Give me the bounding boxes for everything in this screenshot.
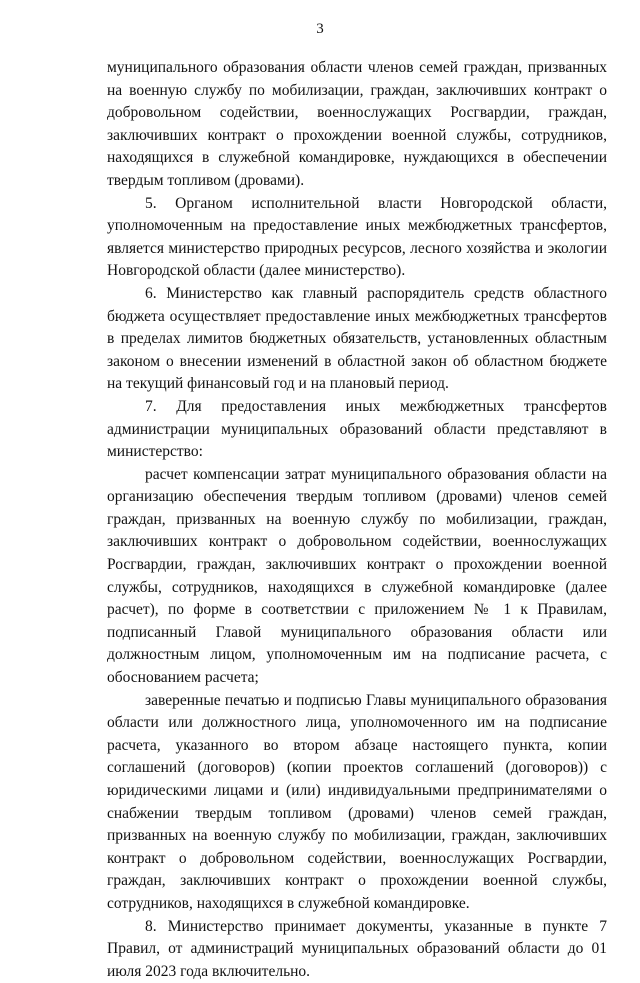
paragraph-item-8: 8. Министерство принимает документы, указанные в пункте 7 Правил, от администраций муниципальных образований области до 01 июля 2023 года включительно. <box>107 917 607 980</box>
paragraph-calculation: расчет компенсации затрат муниципального образования области на организацию обеспечения твердым топливом (дровами) членов семей граждан, призванных на военную службу по мобилизации, граждан, заключивших контракт о добровольном содействии, военнослужащих Росгвардии, граждан, заключивших контракт о прохождении военной службы, сотрудников, находящихся в служебной командировке (далее расчет), по форме в соответствии с приложением № 1 к Правилам, подписанный Главой муниципального образования области или должностным лицом, уполномоченным им на подписание расчета, с обоснованием расчета; <box>107 465 607 687</box>
page-number: 3 <box>316 21 324 37</box>
document-body <box>107 57 607 983</box>
paragraph-certified-copies: заверенные печатью и подписью Главы муниципального образования области или должностного лица, уполномоченного им на подписание расчета, указанного во втором абзаце настоящего пункта, копии соглашений (договоров) (копии проектов соглашений (договоров)) с юридическими лицами и (или) индивидуальными предпринимателями о снабжении твердым топливом (дровами) членов семей граждан, призванных на военную службу по мобилизации, граждан, заключивших контракт о добровольном содействии, военнослужащих Росгвардии, граждан, заключивших контракт о прохождении военной службы, сотрудников, находящихся в служебной командировке. <box>107 691 607 912</box>
paragraph-item-7: 7. Для предоставления иных межбюджетных трансфертов администрации муниципальных образований области представляют в министерство: <box>107 397 607 461</box>
paragraph-item-5: 5. Органом исполнительной власти Новгородской области, уполномоченным на предоставление иных межбюджетных трансфертов, является министерство природных ресурсов, лесного хозяйства и экологии Новгородской области (далее министерство). <box>107 194 607 280</box>
paragraph-continuation: муниципального образования области членов семей граждан, призванных на военную службу по мобилизации, граждан, заключивших контракт о добровольном содействии, военнослужащих Росгвардии, граждан, заключивших контракт о прохождении военной службы, сотрудников, находящихся в служебной командировке, нуждающихся в обеспечении твердым топливом (дровами). <box>107 59 607 189</box>
paragraph-item-6: 6. Министерство как главный распорядитель средств областного бюджета осуществляет предоставление иных межбюджетных трансфертов в пределах лимитов бюджетных обязательств, установленных областным законом о внесении изменений в областной закон об областном бюджете на текущий финансовый год и на плановый период. <box>107 284 607 393</box>
